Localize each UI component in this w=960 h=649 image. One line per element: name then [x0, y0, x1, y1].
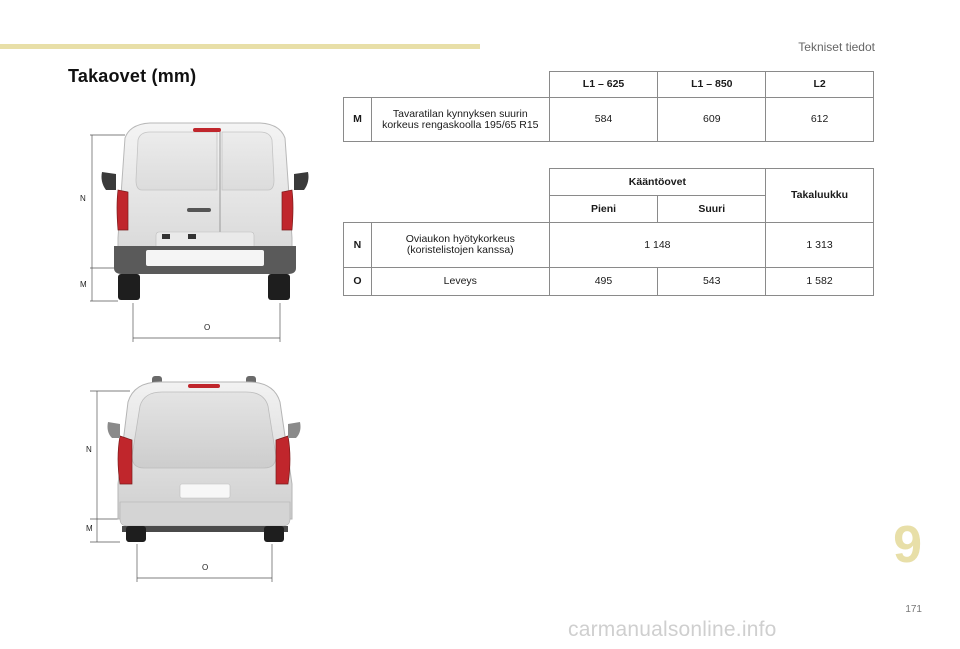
column-header-l1-850: L1 – 850 [658, 72, 766, 98]
mpv-dim-m: M [86, 524, 93, 533]
value-large-width: 543 [658, 268, 766, 296]
mpv-rear-figure [70, 374, 320, 589]
van-dim-n: N [80, 194, 86, 203]
watermark: carmanualsonline.info [568, 618, 777, 641]
table-row [344, 223, 874, 268]
column-header-l2: L2 [766, 72, 874, 98]
door-opening-table [343, 168, 874, 296]
table-corner [344, 169, 550, 223]
table-row [344, 98, 874, 142]
column-header-tailgate: Takaluukku [766, 169, 874, 223]
value-l1-850: 609 [658, 98, 766, 142]
mpv-dim-o: O [202, 563, 209, 572]
page-title: Takaovet (mm) [68, 66, 197, 86]
column-header-small: Pieni [549, 196, 658, 223]
row-key-n: N [344, 223, 372, 268]
column-header-large: Suuri [658, 196, 766, 223]
row-label-width: Leveys [371, 268, 549, 296]
value-swing-doors-height: 1 148 [549, 223, 766, 268]
table-row [344, 268, 874, 296]
value-small-width: 495 [549, 268, 658, 296]
row-key-m: M [344, 98, 372, 142]
row-key-o: O [344, 268, 372, 296]
threshold-height-table [343, 71, 874, 142]
value-l2: 612 [766, 98, 874, 142]
header-accent-rule [0, 44, 480, 49]
column-header-l1-625: L1 – 625 [549, 72, 658, 98]
row-label-threshold: Tavaratilan kynnyksen suurin korkeus rengaskoolla 195/65 R15 [371, 98, 549, 142]
value-tailgate-height: 1 313 [766, 223, 874, 268]
table-corner [344, 72, 550, 98]
group-header-swing-doors: Kääntöovet [549, 169, 766, 196]
mpv-dim-n: N [86, 445, 92, 454]
van-dim-m: M [80, 280, 87, 289]
value-tailgate-width: 1 582 [766, 268, 874, 296]
van-dim-o: O [204, 323, 211, 332]
chapter-number: 9 [893, 516, 922, 574]
row-label-opening-height: Oviaukon hyötykorkeus (koristelistojen kanssa) [371, 223, 549, 268]
value-l1-625: 584 [549, 98, 658, 142]
page-number: 171 [905, 604, 922, 615]
section-header: Tekniset tiedot [798, 40, 875, 54]
van-rear-figure [70, 118, 320, 348]
